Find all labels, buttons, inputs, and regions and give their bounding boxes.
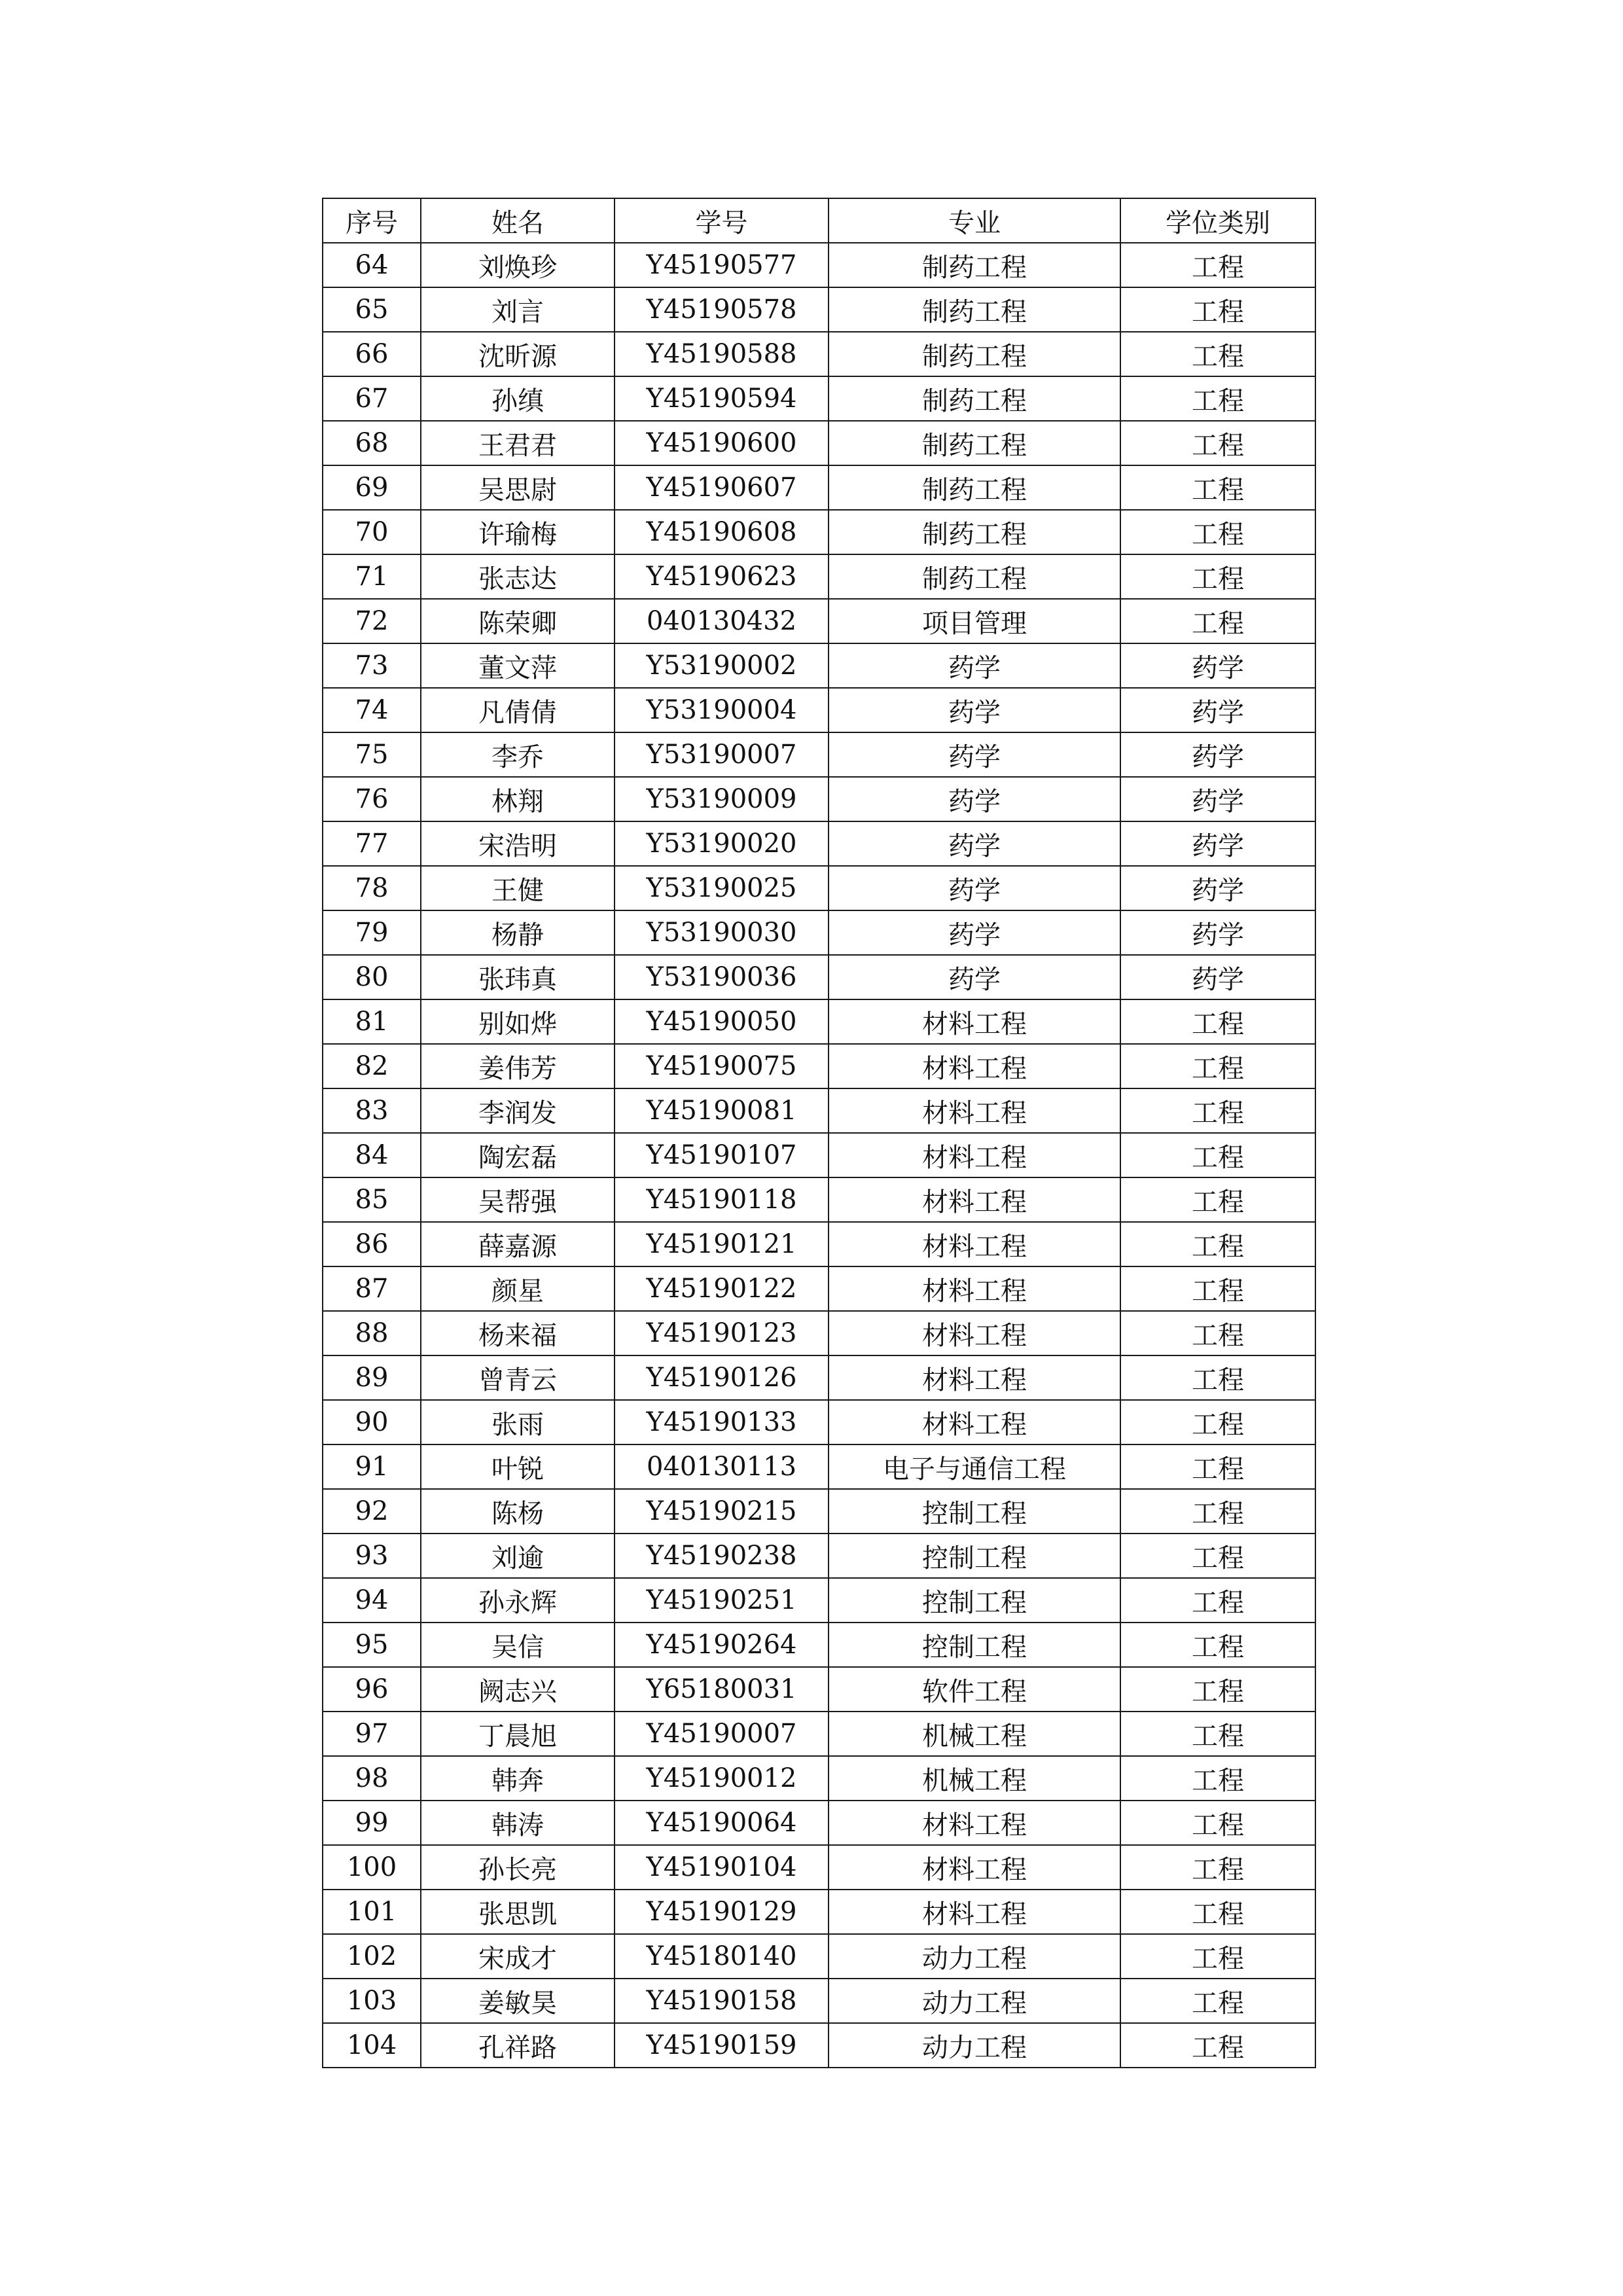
- cell-seq: 75: [323, 732, 421, 777]
- cell-major: 制药工程: [829, 554, 1120, 599]
- cell-degree-type: 工程: [1120, 1578, 1315, 1623]
- cell-student-id: Y45190215: [615, 1489, 829, 1534]
- cell-seq: 92: [323, 1489, 421, 1534]
- cell-seq: 80: [323, 955, 421, 999]
- cell-degree-type: 工程: [1120, 1801, 1315, 1845]
- cell-degree-type: 工程: [1120, 1400, 1315, 1444]
- cell-major: 电子与通信工程: [829, 1444, 1120, 1489]
- cell-student-id: Y53190004: [615, 688, 829, 732]
- cell-degree-type: 药学: [1120, 643, 1315, 688]
- table-row: [323, 999, 1315, 1044]
- cell-seq: 102: [323, 1934, 421, 1979]
- cell-student-id: Y53190009: [615, 777, 829, 821]
- cell-degree-type: 药学: [1120, 821, 1315, 866]
- table-row: [323, 955, 1315, 999]
- table-row: [323, 1222, 1315, 1266]
- table-row: [323, 599, 1315, 643]
- cell-student-id: Y53190036: [615, 955, 829, 999]
- cell-degree-type: 工程: [1120, 1667, 1315, 1712]
- cell-seq: 69: [323, 465, 421, 510]
- cell-name: 董文萍: [421, 643, 615, 688]
- cell-name: 姜敏昊: [421, 1979, 615, 2023]
- table-row: [323, 688, 1315, 732]
- cell-major: 药学: [829, 955, 1120, 999]
- cell-name: 张志达: [421, 554, 615, 599]
- table-row: [323, 1979, 1315, 2023]
- table-header-row: [323, 198, 1315, 243]
- cell-degree-type: 工程: [1120, 1355, 1315, 1400]
- cell-degree-type: 工程: [1120, 1756, 1315, 1801]
- cell-student-id: Y53190030: [615, 910, 829, 955]
- cell-student-id: Y45190075: [615, 1044, 829, 1088]
- table-row: [323, 1578, 1315, 1623]
- cell-degree-type: 工程: [1120, 2023, 1315, 2068]
- cell-seq: 79: [323, 910, 421, 955]
- cell-seq: 73: [323, 643, 421, 688]
- cell-degree-type: 工程: [1120, 1177, 1315, 1222]
- table-row: [323, 243, 1315, 287]
- cell-student-id: Y45190159: [615, 2023, 829, 2068]
- table-row: [323, 376, 1315, 421]
- cell-seq: 82: [323, 1044, 421, 1088]
- table-row: [323, 554, 1315, 599]
- cell-major: 药学: [829, 732, 1120, 777]
- table-row: [323, 1801, 1315, 1845]
- table-row: [323, 1400, 1315, 1444]
- cell-degree-type: 工程: [1120, 465, 1315, 510]
- header-student-id: 学号: [615, 198, 829, 243]
- cell-student-id: Y45190578: [615, 287, 829, 332]
- cell-name: 沈昕源: [421, 332, 615, 376]
- table-row: [323, 1712, 1315, 1756]
- cell-name: 丁晨旭: [421, 1712, 615, 1756]
- cell-degree-type: 工程: [1120, 1044, 1315, 1088]
- cell-degree-type: 工程: [1120, 376, 1315, 421]
- cell-name: 韩涛: [421, 1801, 615, 1845]
- table-row: [323, 1623, 1315, 1667]
- cell-name: 薛嘉源: [421, 1222, 615, 1266]
- cell-major: 材料工程: [829, 1222, 1120, 1266]
- cell-degree-type: 药学: [1120, 688, 1315, 732]
- cell-major: 动力工程: [829, 1934, 1120, 1979]
- cell-seq: 91: [323, 1444, 421, 1489]
- cell-major: 机械工程: [829, 1712, 1120, 1756]
- cell-name: 张玮真: [421, 955, 615, 999]
- cell-degree-type: 药学: [1120, 777, 1315, 821]
- cell-degree-type: 工程: [1120, 1623, 1315, 1667]
- cell-major: 药学: [829, 866, 1120, 910]
- cell-major: 材料工程: [829, 1266, 1120, 1311]
- cell-name: 颜星: [421, 1266, 615, 1311]
- cell-degree-type: 药学: [1120, 955, 1315, 999]
- cell-name: 韩奔: [421, 1756, 615, 1801]
- table-row: [323, 287, 1315, 332]
- table-row: [323, 1845, 1315, 1890]
- cell-major: 材料工程: [829, 1355, 1120, 1400]
- cell-name: 李润发: [421, 1088, 615, 1133]
- cell-seq: 83: [323, 1088, 421, 1133]
- cell-student-id: Y45190129: [615, 1890, 829, 1934]
- cell-seq: 99: [323, 1801, 421, 1845]
- header-seq: 序号: [323, 198, 421, 243]
- cell-name: 陈杨: [421, 1489, 615, 1534]
- cell-student-id: Y45190064: [615, 1801, 829, 1845]
- cell-seq: 89: [323, 1355, 421, 1400]
- cell-name: 孙永辉: [421, 1578, 615, 1623]
- cell-major: 药学: [829, 777, 1120, 821]
- cell-name: 杨静: [421, 910, 615, 955]
- cell-degree-type: 工程: [1120, 287, 1315, 332]
- cell-major: 材料工程: [829, 1801, 1120, 1845]
- cell-student-id: Y45190623: [615, 554, 829, 599]
- cell-seq: 87: [323, 1266, 421, 1311]
- cell-name: 姜伟芳: [421, 1044, 615, 1088]
- cell-name: 吴信: [421, 1623, 615, 1667]
- table-row: [323, 510, 1315, 554]
- cell-degree-type: 工程: [1120, 554, 1315, 599]
- cell-degree-type: 工程: [1120, 1934, 1315, 1979]
- cell-seq: 94: [323, 1578, 421, 1623]
- table-row: [323, 1266, 1315, 1311]
- cell-major: 药学: [829, 688, 1120, 732]
- cell-name: 杨来福: [421, 1311, 615, 1355]
- cell-name: 陈荣卿: [421, 599, 615, 643]
- cell-seq: 98: [323, 1756, 421, 1801]
- cell-student-id: Y45190238: [615, 1534, 829, 1578]
- cell-degree-type: 工程: [1120, 1845, 1315, 1890]
- table-row: [323, 465, 1315, 510]
- table-row: [323, 866, 1315, 910]
- cell-name: 刘焕珍: [421, 243, 615, 287]
- table-row: [323, 1756, 1315, 1801]
- cell-name: 刘逾: [421, 1534, 615, 1578]
- cell-major: 材料工程: [829, 1890, 1120, 1934]
- cell-seq: 88: [323, 1311, 421, 1355]
- cell-student-id: Y45190588: [615, 332, 829, 376]
- cell-name: 阙志兴: [421, 1667, 615, 1712]
- cell-seq: 96: [323, 1667, 421, 1712]
- table-row: [323, 1934, 1315, 1979]
- table-row: [323, 910, 1315, 955]
- cell-major: 材料工程: [829, 1044, 1120, 1088]
- cell-student-id: Y45190012: [615, 1756, 829, 1801]
- cell-major: 药学: [829, 821, 1120, 866]
- cell-name: 别如烨: [421, 999, 615, 1044]
- cell-degree-type: 工程: [1120, 599, 1315, 643]
- cell-student-id: Y45190577: [615, 243, 829, 287]
- cell-seq: 86: [323, 1222, 421, 1266]
- cell-major: 项目管理: [829, 599, 1120, 643]
- table-row: [323, 1311, 1315, 1355]
- cell-student-id: Y45190122: [615, 1266, 829, 1311]
- cell-seq: 70: [323, 510, 421, 554]
- cell-degree-type: 药学: [1120, 910, 1315, 955]
- header-degree-type: 学位类别: [1120, 198, 1315, 243]
- cell-major: 制药工程: [829, 376, 1120, 421]
- cell-degree-type: 工程: [1120, 1534, 1315, 1578]
- cell-major: 制药工程: [829, 421, 1120, 465]
- cell-seq: 101: [323, 1890, 421, 1934]
- table-row: [323, 643, 1315, 688]
- cell-student-id: Y45190121: [615, 1222, 829, 1266]
- cell-student-id: Y45190607: [615, 465, 829, 510]
- cell-seq: 95: [323, 1623, 421, 1667]
- cell-name: 许瑜梅: [421, 510, 615, 554]
- cell-student-id: 040130113: [615, 1444, 829, 1489]
- cell-student-id: Y53190002: [615, 643, 829, 688]
- table-row: [323, 1355, 1315, 1400]
- cell-seq: 67: [323, 376, 421, 421]
- cell-degree-type: 工程: [1120, 1489, 1315, 1534]
- cell-seq: 90: [323, 1400, 421, 1444]
- table-row: [323, 1444, 1315, 1489]
- cell-name: 孙缜: [421, 376, 615, 421]
- cell-student-id: Y53190025: [615, 866, 829, 910]
- cell-major: 制药工程: [829, 510, 1120, 554]
- cell-seq: 72: [323, 599, 421, 643]
- cell-seq: 68: [323, 421, 421, 465]
- cell-name: 吴思尉: [421, 465, 615, 510]
- cell-seq: 76: [323, 777, 421, 821]
- cell-seq: 97: [323, 1712, 421, 1756]
- cell-name: 宋成才: [421, 1934, 615, 1979]
- cell-name: 王君君: [421, 421, 615, 465]
- cell-seq: 100: [323, 1845, 421, 1890]
- cell-major: 动力工程: [829, 1979, 1120, 2023]
- cell-student-id: Y45190118: [615, 1177, 829, 1222]
- cell-seq: 74: [323, 688, 421, 732]
- cell-student-id: Y45190594: [615, 376, 829, 421]
- cell-major: 材料工程: [829, 1177, 1120, 1222]
- table-row: [323, 1133, 1315, 1177]
- cell-major: 控制工程: [829, 1623, 1120, 1667]
- table-row: [323, 2023, 1315, 2068]
- cell-student-id: 040130432: [615, 599, 829, 643]
- table-row: [323, 1534, 1315, 1578]
- table-row: [323, 1177, 1315, 1222]
- cell-seq: 77: [323, 821, 421, 866]
- cell-degree-type: 工程: [1120, 421, 1315, 465]
- cell-student-id: Y45190600: [615, 421, 829, 465]
- cell-major: 材料工程: [829, 1133, 1120, 1177]
- cell-name: 孙长亮: [421, 1845, 615, 1890]
- cell-seq: 65: [323, 287, 421, 332]
- cell-student-id: Y45190158: [615, 1979, 829, 2023]
- cell-name: 曾青云: [421, 1355, 615, 1400]
- cell-degree-type: 工程: [1120, 510, 1315, 554]
- header-name: 姓名: [421, 198, 615, 243]
- cell-degree-type: 药学: [1120, 866, 1315, 910]
- cell-name: 叶锐: [421, 1444, 615, 1489]
- cell-seq: 71: [323, 554, 421, 599]
- table-row: [323, 732, 1315, 777]
- cell-name: 李乔: [421, 732, 615, 777]
- cell-seq: 85: [323, 1177, 421, 1222]
- cell-degree-type: 工程: [1120, 999, 1315, 1044]
- cell-degree-type: 工程: [1120, 1979, 1315, 2023]
- cell-student-id: Y65180031: [615, 1667, 829, 1712]
- cell-student-id: Y45190007: [615, 1712, 829, 1756]
- cell-degree-type: 工程: [1120, 243, 1315, 287]
- cell-student-id: Y45190104: [615, 1845, 829, 1890]
- cell-major: 动力工程: [829, 2023, 1120, 2068]
- cell-major: 材料工程: [829, 1088, 1120, 1133]
- cell-seq: 104: [323, 2023, 421, 2068]
- table-row: [323, 777, 1315, 821]
- table-row: [323, 1044, 1315, 1088]
- cell-major: 软件工程: [829, 1667, 1120, 1712]
- cell-student-id: Y45190251: [615, 1578, 829, 1623]
- cell-student-id: Y45190126: [615, 1355, 829, 1400]
- cell-major: 药学: [829, 910, 1120, 955]
- table-row: [323, 1489, 1315, 1534]
- table-row: [323, 332, 1315, 376]
- cell-degree-type: 工程: [1120, 1266, 1315, 1311]
- cell-student-id: Y45190123: [615, 1311, 829, 1355]
- cell-student-id: Y45190081: [615, 1088, 829, 1133]
- cell-major: 制药工程: [829, 465, 1120, 510]
- cell-seq: 81: [323, 999, 421, 1044]
- table-body: [323, 243, 1315, 2068]
- cell-degree-type: 工程: [1120, 1890, 1315, 1934]
- cell-major: 制药工程: [829, 332, 1120, 376]
- cell-student-id: Y45190264: [615, 1623, 829, 1667]
- cell-name: 凡倩倩: [421, 688, 615, 732]
- cell-student-id: Y45190050: [615, 999, 829, 1044]
- cell-degree-type: 工程: [1120, 1712, 1315, 1756]
- cell-seq: 103: [323, 1979, 421, 2023]
- cell-name: 孔祥路: [421, 2023, 615, 2068]
- cell-name: 林翔: [421, 777, 615, 821]
- cell-degree-type: 工程: [1120, 1444, 1315, 1489]
- cell-major: 药学: [829, 643, 1120, 688]
- cell-major: 材料工程: [829, 1311, 1120, 1355]
- cell-major: 控制工程: [829, 1578, 1120, 1623]
- cell-major: 制药工程: [829, 243, 1120, 287]
- cell-name: 王健: [421, 866, 615, 910]
- cell-major: 材料工程: [829, 1845, 1120, 1890]
- cell-student-id: Y45190107: [615, 1133, 829, 1177]
- cell-degree-type: 工程: [1120, 332, 1315, 376]
- cell-student-id: Y53190007: [615, 732, 829, 777]
- cell-major: 材料工程: [829, 1400, 1120, 1444]
- cell-major: 材料工程: [829, 999, 1120, 1044]
- cell-major: 制药工程: [829, 287, 1120, 332]
- cell-student-id: Y53190020: [615, 821, 829, 866]
- cell-name: 张雨: [421, 1400, 615, 1444]
- header-major: 专业: [829, 198, 1120, 243]
- table-row: [323, 1890, 1315, 1934]
- cell-name: 吴帮强: [421, 1177, 615, 1222]
- cell-degree-type: 药学: [1120, 732, 1315, 777]
- cell-name: 刘言: [421, 287, 615, 332]
- cell-degree-type: 工程: [1120, 1088, 1315, 1133]
- cell-seq: 84: [323, 1133, 421, 1177]
- cell-student-id: Y45180140: [615, 1934, 829, 1979]
- cell-degree-type: 工程: [1120, 1311, 1315, 1355]
- cell-name: 宋浩明: [421, 821, 615, 866]
- cell-seq: 93: [323, 1534, 421, 1578]
- cell-seq: 66: [323, 332, 421, 376]
- cell-seq: 78: [323, 866, 421, 910]
- cell-degree-type: 工程: [1120, 1133, 1315, 1177]
- cell-major: 控制工程: [829, 1489, 1120, 1534]
- student-roster-table: [322, 198, 1316, 2068]
- cell-student-id: Y45190608: [615, 510, 829, 554]
- cell-degree-type: 工程: [1120, 1222, 1315, 1266]
- cell-student-id: Y45190133: [615, 1400, 829, 1444]
- cell-seq: 64: [323, 243, 421, 287]
- table-row: [323, 1667, 1315, 1712]
- cell-major: 机械工程: [829, 1756, 1120, 1801]
- cell-major: 控制工程: [829, 1534, 1120, 1578]
- cell-name: 张思凯: [421, 1890, 615, 1934]
- table-row: [323, 821, 1315, 866]
- table-row: [323, 1088, 1315, 1133]
- cell-name: 陶宏磊: [421, 1133, 615, 1177]
- table-row: [323, 421, 1315, 465]
